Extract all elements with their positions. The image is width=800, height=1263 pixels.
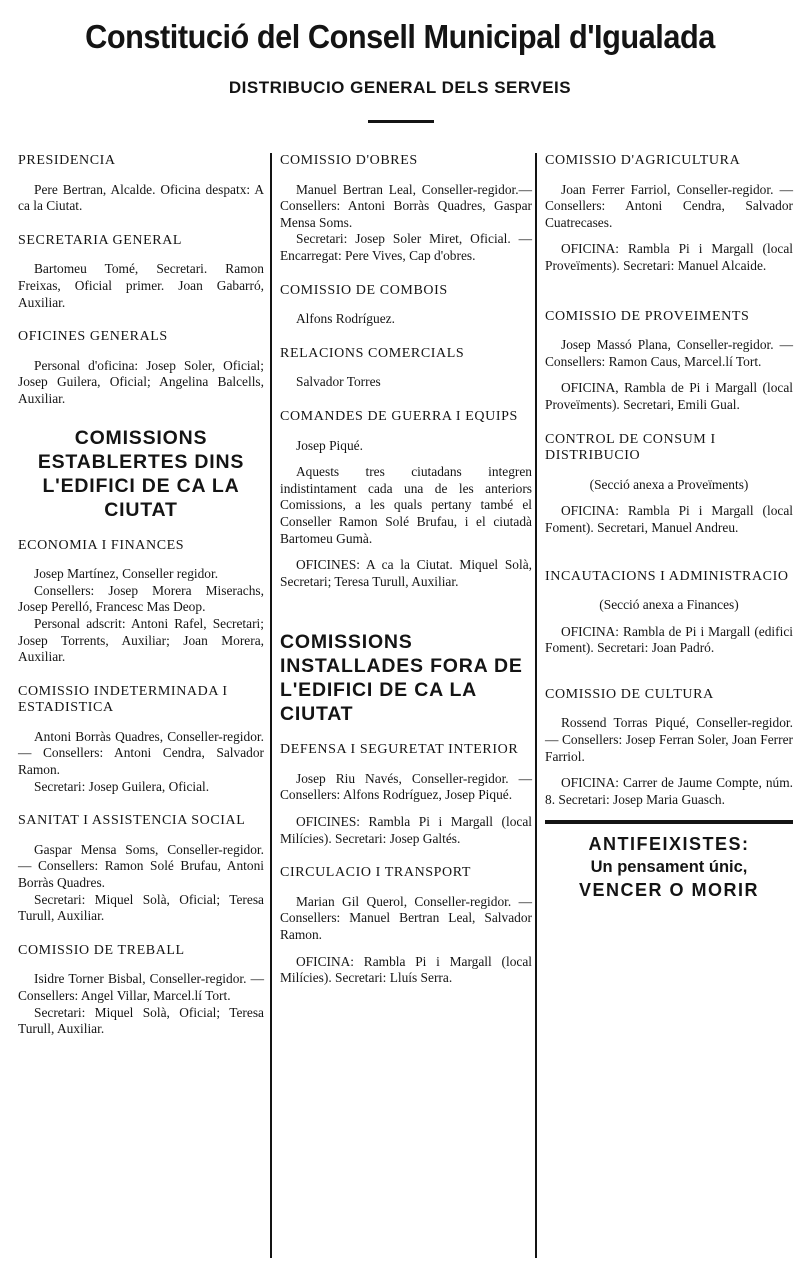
major-heading: COMISSIONS INSTALLADES FORA DE L'EDIFICI DE CA LA CIUTAT [280,631,523,726]
section-heading: COMISSIO DE CULTURA [545,686,714,702]
section-text: Rossend Torras Piqué, Conseller-regidor. — Consellers: Josep Ferran Soler, Joan Ferrer Farriol. [545,715,793,764]
major-heading: COMISSIONS ESTABLERTES DINS L'EDIFICI DE CA LA CIUTAT [37,426,245,521]
section-text: OFICINA: Rambla Pi i Margall (local Milícies). Secretari: Lluís Serra. [280,953,532,986]
section-heading: OFICINES GENERALS [18,329,168,345]
section-text: Bartomeu Tomé, Secretari. Ramon Freixas, Oficial primer. Joan Gabarró, Auxiliar. [18,261,264,310]
section-text: Salvador Torres [296,374,381,390]
section-text: Marian Gil Querol, Conseller-regidor. — Consellers: Manuel Bertran Leal, Salvador Ramon. [280,893,532,943]
section-heading: PRESIDENCIA [18,153,116,168]
section-text: Consellers: Josep Morera Miserachs, Josep Perelló, Francesc Mas Deop. [18,582,264,615]
section-heading: COMISSIO D'OBRES [280,153,418,168]
section-text: Secretari: Miquel Solà, Oficial; Teresa Turull, Auxiliar. [18,891,264,924]
section-text: Gaspar Mensa Soms, Conseller-regidor. — Consellers: Ramon Solé Brufau, Antoni Borràs Quadres. [18,841,264,891]
section-text: OFICINA: Rambla Pi i Margall (local Proveïments). Secretari: Manuel Alcaide. [545,241,793,273]
section-text: Isidre Torner Bisbal, Conseller-regidor. — Consellers: Angel Villar, Marcel.lí Tort. [18,971,264,1003]
section-heading: COMISSIO DE PROVEIMENTS [545,308,750,324]
section-heading: SANITAT I ASSISTENCIA SOCIAL [18,813,246,829]
section-text: Pere Bertran, Alcalde. Oficina despatx: A ca la Ciutat. [18,181,264,214]
column-divider-left [270,153,272,1258]
title-rule [368,120,434,123]
section-heading: CIRCULACIO I TRANSPORT [280,865,472,881]
slogan-line-3: VENCER O MORIR [578,880,759,901]
section-heading: COMISSIO DE TREBALL [18,942,185,958]
section-text: Manuel Bertran Leal, Conseller-regidor.—Consellers: Antoni Borràs Quadres, Gaspar Mensa Soms. [280,181,532,230]
section-text: Personal d'oficina: Josep Soler, Oficial; Josep Guilera, Oficial; Angelina Balcells, Auxiliar. [18,357,264,406]
column-left [18,153,264,1038]
section-text: OFICINES: Rambla Pi i Margall (local Milícies). Secretari: Josep Galtés. [280,814,532,846]
section-text: Josep Massó Plana, Conseller-regidor. — Consellers: Ramon Caus, Marcel.lí Tort. [545,337,793,369]
section-text: Aquests tres ciutadans integren indistintament cada una de les anteriors Comissions, a les quals pertany també el Conseller Ramon Solé Brufau, i el ciutadà Bartomeu Gumà. [280,464,532,546]
section-text: Secretari: Josep Soler Miret, Oficial. — Encarregat: Pere Vives, Cap d'obres. [280,231,532,263]
section-heading: CONTROL DE CONSUM I DISTRIBUCIO [545,431,716,464]
section-text: Josep Riu Navés, Conseller-regidor. — Consellers: Alfons Rodríguez, Josep Piqué. [280,770,532,803]
slogan-line-2: Un pensament únic, [590,858,748,877]
section-text: Secretari: Josep Guilera, Oficial. [34,778,210,794]
section-text: Personal adscrit: Antoni Rafel, Secretari; Josep Torrents, Auxiliar; Joan Morera, Auxiliar. [18,615,264,665]
section-heading: COMANDES DE GUERRA I EQUIPS [280,408,518,424]
section-text: Alfons Rodríguez. [296,311,395,327]
column-middle [280,153,532,987]
section-text: Joan Ferrer Farriol, Conseller-regidor. — Consellers: Antoni Cendra, Salvador Cuatrecases. [545,181,793,230]
page-subtitle: DISTRIBUCIO GENERAL DELS SERVEIS [228,78,572,97]
section-note: (Secció anexa a Finances) [599,597,739,613]
section-text: Antoni Borràs Quadres, Conseller-regidor. — Consellers: Antoni Cendra, Salvador Ramon. [18,728,264,778]
section-heading: COMISSIO D'AGRICULTURA [545,153,741,168]
section-text: Josep Martínez, Conseller regidor. [34,566,219,582]
section-heading: ECONOMIA I FINANCES [18,537,185,553]
section-text: OFICINA: Rambla Pi i Margall (local Foment). Secretari, Manuel Andreu. [545,503,793,535]
section-text: Secretari: Miquel Solà, Oficial; Teresa Turull, Auxiliar. [18,1004,264,1037]
section-heading: SECRETARIA GENERAL [18,232,183,248]
section-heading: INCAUTACIONS I ADMINISTRACIO [545,568,789,584]
section-heading: DEFENSA I SEGURETAT INTERIOR [280,742,519,758]
section-text: Josep Piqué. [296,437,363,453]
section-heading: COMISSIO DE COMBOIS [280,282,448,298]
slogan-rule [545,820,793,824]
page-title: Constitució del Consell Municipal d'Igualada [85,18,715,55]
column-right [545,153,793,902]
section-heading: RELACIONS COMERCIALS [280,345,465,361]
section-text: OFICINA, Rambla de Pi i Margall (local Proveïments). Secretari, Emili Gual. [545,380,793,412]
section-note: (Secció anexa a Proveïments) [589,476,749,492]
section-text: OFICINA: Carrer de Jaume Compte, núm. 8. Secretari: Josep Maria Guasch. [545,775,793,807]
slogan-line-1: ANTIFEIXISTES: [588,834,750,855]
section-text: OFICINA: Rambla de Pi i Margall (edifici Foment). Secretari: Joan Padró. [545,623,793,656]
column-divider-right [535,153,537,1258]
section-heading: COMISSIO INDETERMINADA I ESTADISTICA [18,683,228,716]
section-text: OFICINES: A ca la Ciutat. Miquel Solà, Secretari; Teresa Turull, Auxiliar. [280,557,532,589]
